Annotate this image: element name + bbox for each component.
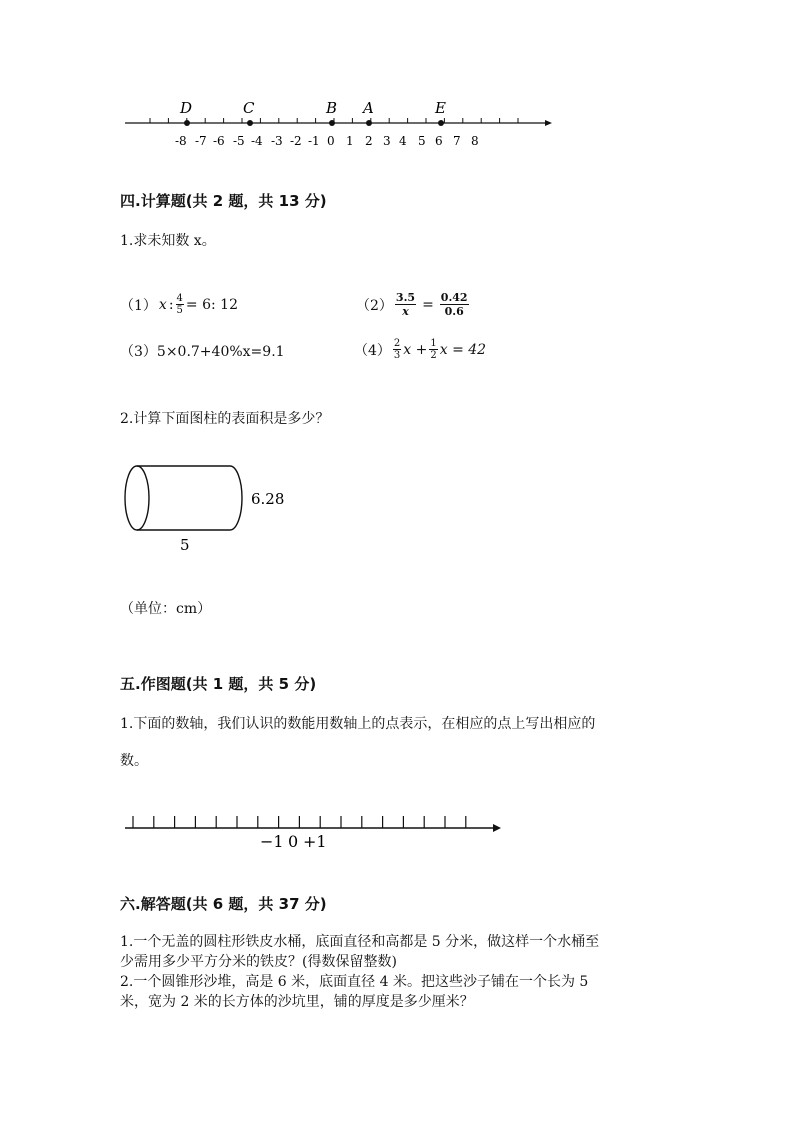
number-line-tick-label: 3	[383, 134, 391, 148]
equation-3: （3）5×0.7+40%x=9.1	[120, 344, 285, 360]
blank-label-plus1: +1	[303, 832, 327, 851]
eq2-equals: =	[422, 296, 434, 313]
cylinder-right-end	[230, 466, 242, 530]
number-line-blank	[120, 808, 510, 853]
equation-1	[120, 293, 238, 316]
number-line-tick-labels	[175, 134, 479, 148]
eq2-frac1-den: x	[402, 305, 409, 318]
number-line-tick-label: 0	[327, 134, 335, 148]
point-b	[329, 120, 335, 126]
point-e	[438, 120, 444, 126]
point-a	[366, 120, 372, 126]
number-line-tick-label: -2	[290, 134, 302, 148]
point-label-b: B	[326, 99, 338, 117]
eq2-frac2-num: 0.42	[440, 291, 468, 304]
point-c	[247, 120, 253, 126]
cylinder-height-label: 6.28	[251, 490, 285, 508]
number-line-tick-label: -4	[251, 134, 263, 148]
number-line-tick-label: 8	[471, 134, 479, 148]
section6-title: 六.解答题(共 6 题，共 37 分)	[120, 895, 327, 913]
number-line-tick-label: 7	[453, 134, 461, 148]
section5-title: 五.作图题(共 1 题，共 5 分)	[120, 675, 317, 693]
cylinder-left-end	[125, 466, 149, 530]
eq2-fraction-left	[395, 291, 416, 318]
q4-1-prompt: 1.求未知数 x。	[120, 233, 216, 249]
eq4-mid: x +	[403, 341, 428, 358]
eq1-colon: :	[168, 296, 174, 313]
point-d	[184, 120, 190, 126]
equation-2	[356, 291, 469, 318]
q6-1	[120, 932, 665, 1012]
number-line-tick-label: -8	[175, 134, 187, 148]
blank-axis-ticks	[133, 816, 466, 828]
blank-axis-arrow	[493, 824, 501, 832]
number-line-tick-label: 1	[346, 134, 354, 148]
eq1-frac-num: 4	[176, 293, 183, 304]
q5-1-line2: 数。	[120, 753, 148, 769]
q6-2-line2: 米，宽为 2 米的长方体的沙坑里，铺的厚度是多少厘米？	[120, 994, 474, 1010]
number-line-tick-label: 6	[435, 134, 443, 148]
number-line-tick-label: -3	[271, 134, 283, 148]
point-label-d: D	[180, 99, 193, 117]
unit-note: （单位：cm）	[120, 601, 212, 617]
eq1-var: x	[158, 296, 167, 313]
number-line-arrow	[545, 120, 552, 126]
number-line-tick-label: 2	[365, 134, 373, 148]
eq1-label: （1）	[120, 297, 157, 314]
eq1-frac-den: 5	[176, 305, 183, 316]
eq4-fraction-2	[429, 338, 437, 361]
number-line-top	[120, 95, 560, 155]
point-label-a: A	[363, 99, 374, 117]
eq4-frac2-den: 2	[430, 350, 437, 361]
q4-2-prompt: 2.计算下面图柱的表面积是多少？	[120, 411, 330, 427]
eq2-frac2-den: 0.6	[444, 305, 464, 318]
section4-title: 四.计算题(共 2 题，共 13 分)	[120, 192, 327, 210]
cylinder-length-label: 5	[180, 536, 190, 554]
number-line-tick-label: -1	[308, 134, 320, 148]
blank-label-zero: 0	[288, 832, 299, 851]
eq2-frac1-num: 3.5	[395, 291, 416, 304]
point-label-e: E	[435, 99, 446, 117]
eq1-fraction	[176, 293, 184, 316]
eq2-label: （2）	[356, 297, 393, 314]
eq4-frac1-num: 2	[393, 338, 401, 349]
equation-4	[354, 338, 486, 361]
eq1-rhs: = 6: 12	[185, 296, 238, 313]
q6-1-line1: 1.一个无盖的圆柱形铁皮水桶，底面直径和高都是 5 分米，做这样一个水桶至	[120, 934, 600, 950]
eq4-fraction-1	[393, 338, 401, 361]
number-line-tick-label: 4	[399, 134, 407, 148]
q6-1-line2: 少需用多少平方分米的铁皮？(得数保留整数)	[120, 954, 397, 970]
number-line-tick-label: -5	[233, 134, 245, 148]
number-line-tick-label: -6	[213, 134, 225, 148]
number-line-tick-label: -7	[195, 134, 207, 148]
eq4-label: （4）	[354, 342, 391, 359]
q6-2-line1: 2.一个圆锥形沙堆，高是 6 米，底面直径 4 米。把这些沙子铺在一个长为 5	[120, 974, 589, 990]
eq4-frac1-den: 3	[393, 350, 401, 361]
point-label-c: C	[243, 99, 255, 117]
number-line-tick-label: 5	[418, 134, 426, 148]
eq4-frac2-num: 1	[430, 338, 437, 349]
eq4-rhs: x = 42	[439, 341, 487, 358]
eq2-fraction-right	[440, 291, 469, 318]
cylinder-figure	[118, 458, 308, 558]
blank-label-minus1: −1	[260, 832, 284, 851]
q5-1-line1: 1.下面的数轴，我们认识的数能用数轴上的点表示，在相应的点上写出相应的	[120, 716, 596, 732]
